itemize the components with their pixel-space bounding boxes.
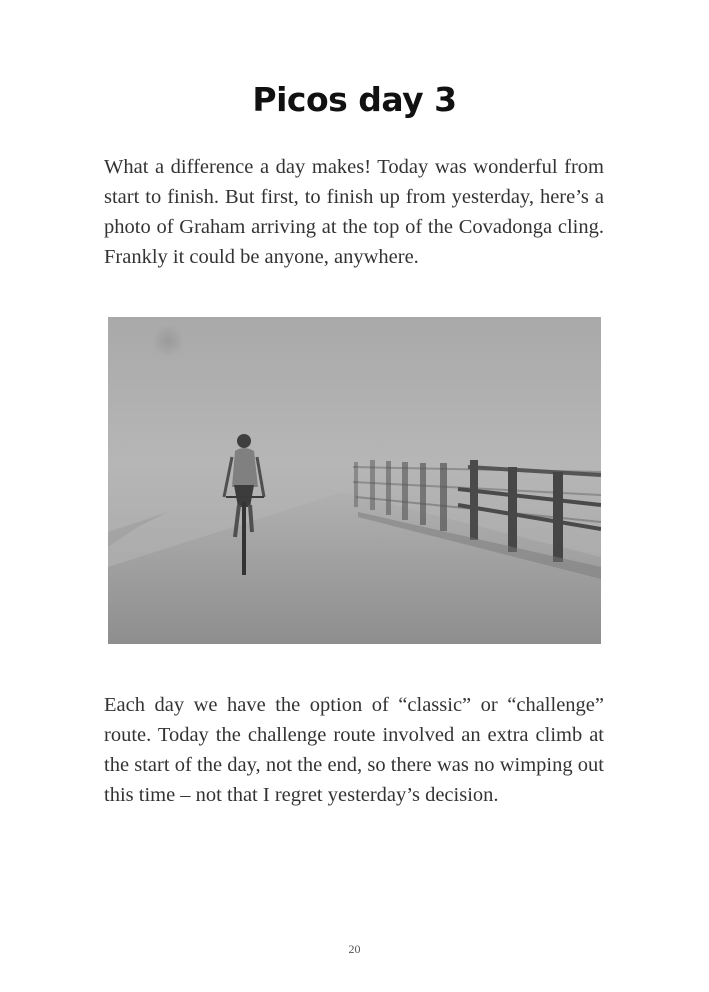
photo-cyclist-in-fog	[108, 317, 601, 644]
page-number: 20	[348, 942, 361, 956]
page-title: Picos day 3	[252, 80, 457, 119]
body-paragraph-2: Each day we have the option of “classic” or “challenge” route. Today the challenge route involved an extra climb at the start of the day, not the end, so there was no wimping out this time – not that I regret yesterday’s decision.	[104, 694, 604, 806]
body-paragraph-1: What a difference a day makes! Today was wonderful from start to finish. But first, to finish up from yesterday, here’s a photo of Graham arriving at the top of the Covadonga cling. Frankly it could be anyone, anywhere.	[104, 156, 604, 268]
